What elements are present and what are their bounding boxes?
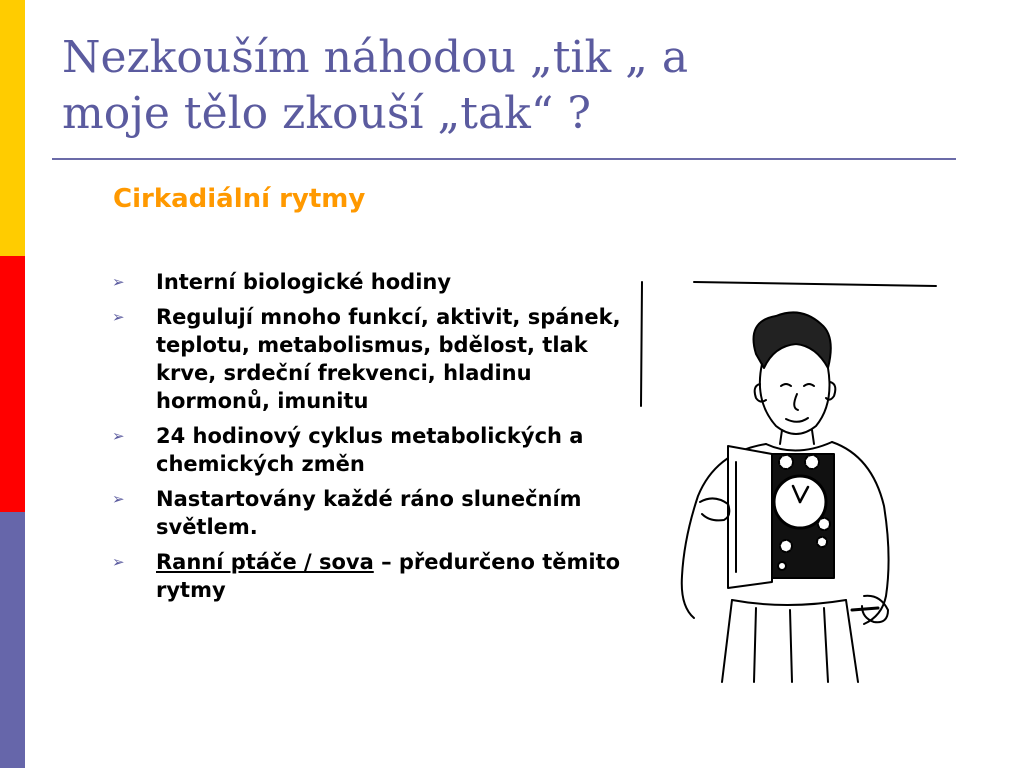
bullet-text: 24 hodinový cyklus metabolických a chemických změn xyxy=(156,424,584,476)
bullet-text-underlined: Ranní ptáče / sova xyxy=(156,550,374,574)
bullet-text: Nastartovány každé ráno slunečním světlem. xyxy=(156,487,582,539)
slide-title-line-2: moje tělo zkouší „tak“ ? xyxy=(62,88,591,139)
bullet-text: – předurčeno těmito rytmy xyxy=(156,550,621,602)
arrow-bullet-icon: ➢ xyxy=(112,427,125,445)
slide-title xyxy=(62,30,942,142)
bullet-item xyxy=(112,303,642,415)
arrow-bullet-icon: ➢ xyxy=(112,553,125,571)
accent-stripe-yellow xyxy=(0,0,25,256)
arrow-bullet-icon: ➢ xyxy=(112,273,125,291)
bullet-item xyxy=(112,548,642,604)
bullet-item xyxy=(112,422,642,478)
bullet-text: Interní biologické hodiny xyxy=(156,270,452,294)
bullet-item xyxy=(112,268,642,296)
man-with-clockwork-chest-icon xyxy=(636,276,946,686)
accent-stripe-blue xyxy=(0,512,25,768)
arrow-bullet-icon: ➢ xyxy=(112,308,125,326)
arrow-bullet-icon: ➢ xyxy=(112,490,125,508)
bullet-item xyxy=(112,485,642,541)
bullet-list xyxy=(112,268,642,611)
slide-title-line-1: Nezkouším náhodou „tik „ a xyxy=(62,32,689,83)
title-divider xyxy=(52,158,956,160)
bullet-text: Regulují mnoho funkcí, aktivit, spánek, teplotu, metabolismus, bdělost, tlak krve, srdeční frekvenci, hladinu hormonů, imunitu xyxy=(156,305,621,413)
slide-subtitle: Cirkadiální rytmy xyxy=(113,184,366,214)
accent-stripe-red xyxy=(0,256,25,512)
